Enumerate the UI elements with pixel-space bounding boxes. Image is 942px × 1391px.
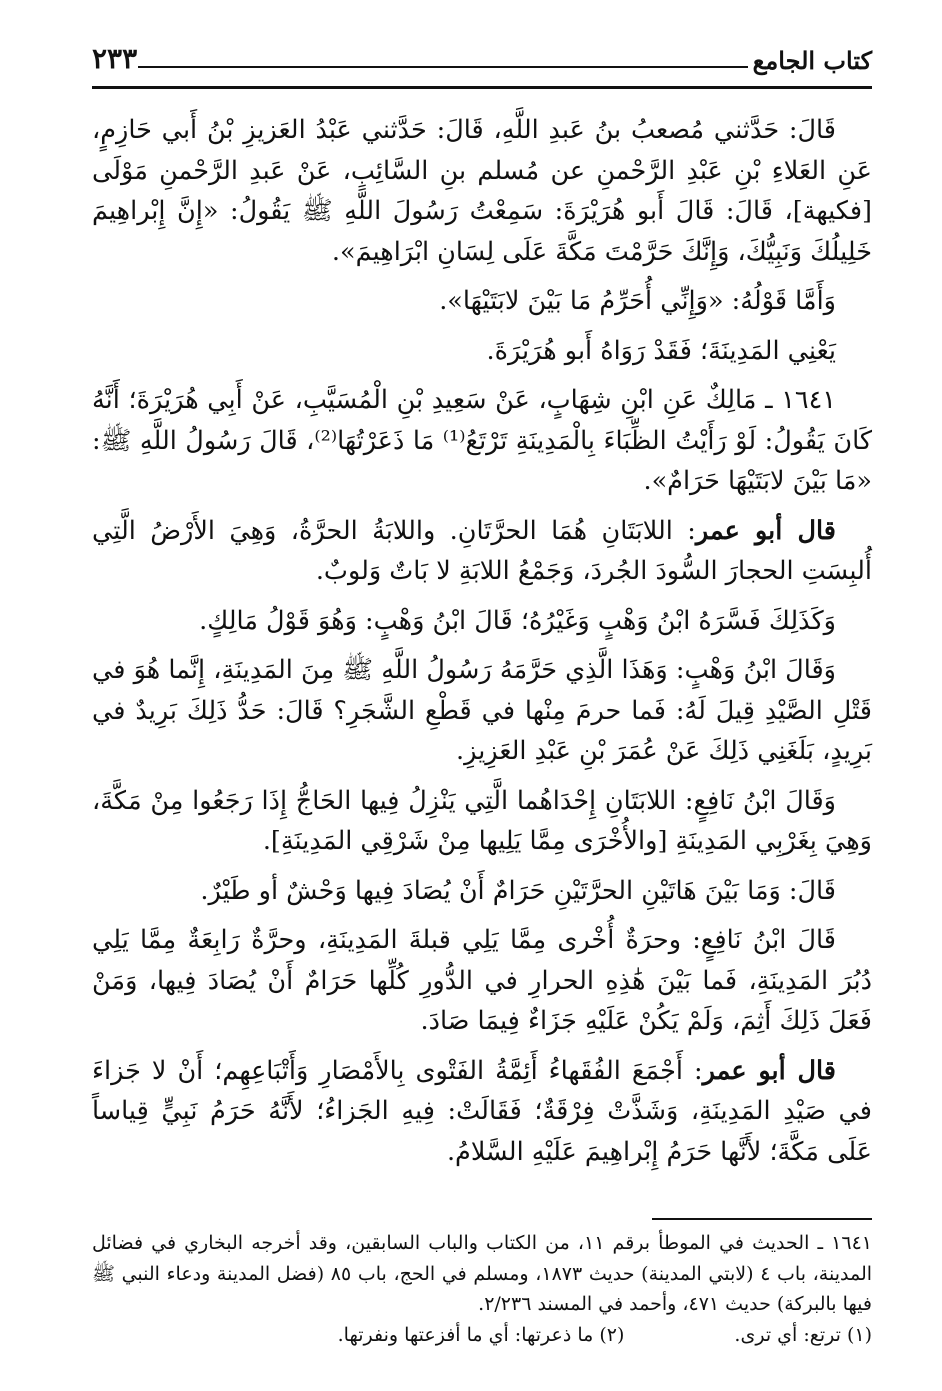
paragraph-quote: وَأَمَّا قَوْلُهُ: «وَإِنِّي أُحَرِّمُ مَا بَيْنَ لابَتَيْهَا».: [439, 286, 836, 316]
page-number: ٢٣٣: [92, 42, 138, 75]
paragraph-meaning: يَعْنِي المَدِينَةَ؛ فَقَدْ رَوَاهُ أَبو هُرَيْرَةَ.: [486, 335, 836, 366]
paragraph-text: : اللابَتَانِ هُمَا الحرَّتَانِ. واللابَةُ الحرَّةُ، وَهِيَ الأَرْضُ الَّتِي أُلبِسَتِ الحجارَ السُّودَ الجُردَ، وَجَمْعُ اللابَةِ لا بَاتٌ وَلوبٌ.: [92, 515, 872, 586]
running-title: كتاب الجامع: [752, 46, 872, 75]
main-text: [92, 110, 872, 1181]
footnote-hadith-source: ١٦٤١ ـ الحديث في الموطأ برقم ١١، من الكتاب والباب السابقين، وقد أخرجه البخاري في فضائل المدينة، باب ٤ (لابتي المدينة) حديث ١٨٧٣، ومسلم في الحج، باب ٨٥ (فضل المدينة ودعاء النبي ﷺ فيها بالبركة) حديث ٤٧١، وأحمد في المسند ٢/٢٣٦.: [92, 1232, 873, 1315]
footnote-glosses: [92, 1320, 872, 1351]
footnote-2: (٢) ما ذعرتها: أي ما أفزعتها ونفرتها.: [337, 1323, 625, 1346]
footnote-1: (١) ترتع: أي ترى.: [734, 1323, 872, 1346]
paragraph-ibn-wahb-2: وَقَالَ ابْنُ وَهْبٍ: وَهَذَا الَّذِي حَرَّمَهُ رَسُولُ اللَّهِ ﷺ مِنَ المَدِينَةِ، إِنَّما هُوَ في قَتْلِ الصَّيْدِ قِيلَ لَهُ: فَما حرمَ مِنْها في قَطْعِ الشَّجَرِ؟ قَالَ: حَدُّ ذَلِكَ بَرِيدٌ في بَرِيدٍ، بَلَغَنِي ذَلِكَ عَنْ عُمَرَ بْنِ عَبْدِ العَزِيزِ.: [92, 655, 872, 766]
speaker-label: قال أبو عمر: [695, 515, 836, 546]
paragraph-ibn-wahb-1: وَكَذَلِكَ فَسَّرَهُ ابْنُ وَهْبٍ وَغَيْرُهُ؛ قَالَ ابْنُ وَهْبٍ: وَهُوَ قَوْلُ مَالِكٍ.: [199, 605, 836, 636]
speaker-label: قال أبو عمر: [702, 1055, 836, 1086]
footnote-rule: [652, 1218, 872, 1220]
paragraph-hadith-1641: ١٦٤١ ـ مَالِكٌ عَنِ ابْنِ شِهَابٍ، عَنْ سَعِيدِ بْنِ الْمُسَيَّبِ، عَنْ أَبِي هُرَيْرَةَ؛ أَنَّهُ كَانَ يَقُولُ: لَوْ رَأَيْتُ الظِّبَاءَ بِالْمَدِينَةِ تَرْتَعُ⁽¹⁾ مَا ذَعَرْتُهَا⁽²⁾، قَالَ رَسُولُ اللَّهِ ﷺ: «مَا بَيْنَ لابَتَيْهَا حَرَامٌ».: [92, 385, 872, 496]
paragraph-isnad: قَالَ: حَدَّثني مُصعبُ بنُ عَبدِ اللَّهِ، قَالَ: حَدَّثني عَبْدُ العَزيزِ بْنُ أَبي حَازِمٍ، عَنِ العَلاءِ بْنِ عَبْدِ الرَّحْمنِ عن مُسلم بنِ السَّائِبِ، عَنْ عَبدِ الرَّحْمنِ مَوْلَى [فكيهة]، قَالَ: قَالَ أَبو هُرَيْرَةَ: سَمِعْتُ رَسُولَ اللَّهِ ﷺ يَقُولُ: «إِنَّ إِبْراهِيمَ خَلِيلُكَ وَنَبِيُّكَ، وَإِنَّكَ حَرَّمْتَ مَكَّةَ عَلَى لِسَانِ ابْرَاهِيمَ».: [92, 115, 872, 267]
paragraph-abu-umar-1: [92, 511, 872, 592]
paragraph-abu-umar-2: [92, 1051, 872, 1173]
paragraph-text: : أَجْمَعَ الفُقَهاءُ أَئِمَّةُ الفَتْوى بِالأَمْصَارِ وَأَتْبَاعِهِم؛ أَنْ لا جَزاءَ في صَيْدِ المَدِينَةِ، وَشَذَّتْ فِرْقَةٌ؛ فَقَالَتْ: فِيهِ الجَزاءُ؛ لأَنَّهُ حَرَمُ نَبِيٍّ قِياساً عَلَى مَكَّةَ؛ لأَنَّها حَرَمُ إِبْراهِيمَ عَلَيْهِ السَّلامُ.: [92, 1055, 872, 1167]
paragraph-ibn-nafi-1: وَقَالَ ابْنُ نَافِعٍ: اللابَتَانِ إِحْدَاهُما الَّتِي يَنْزِلُ فِيها الحَاجُّ إِذَا رَجَعُوا مِنْ مَكَّةَ، وَهِيَ بِغَرْبِي المَدِينَةِ [والأُخْرَى مِمَّا يَلِيها مِنْ شَرْقِي المَدِينَةِ].: [92, 785, 872, 856]
paragraph-qala: قَالَ: وَمَا بَيْنَ هَاتَيْنِ الحرَّتَيْنِ حَرَامٌ أَنْ يُصَادَ فِيها وَحْشٌ أو طَيْرٌ.: [200, 875, 836, 906]
paragraph-ibn-nafi-2: قَالَ ابْنُ نَافِعٍ: وحرَةٌ أُخْرى مِمَّا يَلِي قبلةَ المَدِينَةِ، وحرَّةٌ رَابِعَةٌ مِمَّا يَلِي دُبُرَ المَدِينَةِ، فَما بَيْنَ هَٰذِهِ الحرارِ في الدُّورِ كُلِّها حَرَامٌ أَنْ يُصَادَ فِيها، وَمَنْ فَعَلَ ذَلِكَ أَثِمَ، وَلَمْ يَكُنْ عَلَيْهِ جَزَاءٌ فِيمَا صَادَ.: [92, 925, 872, 1036]
footnotes: [92, 1228, 872, 1350]
page-header: [92, 40, 872, 86]
header-rule: [92, 86, 872, 89]
header-rule-short: [138, 66, 748, 68]
